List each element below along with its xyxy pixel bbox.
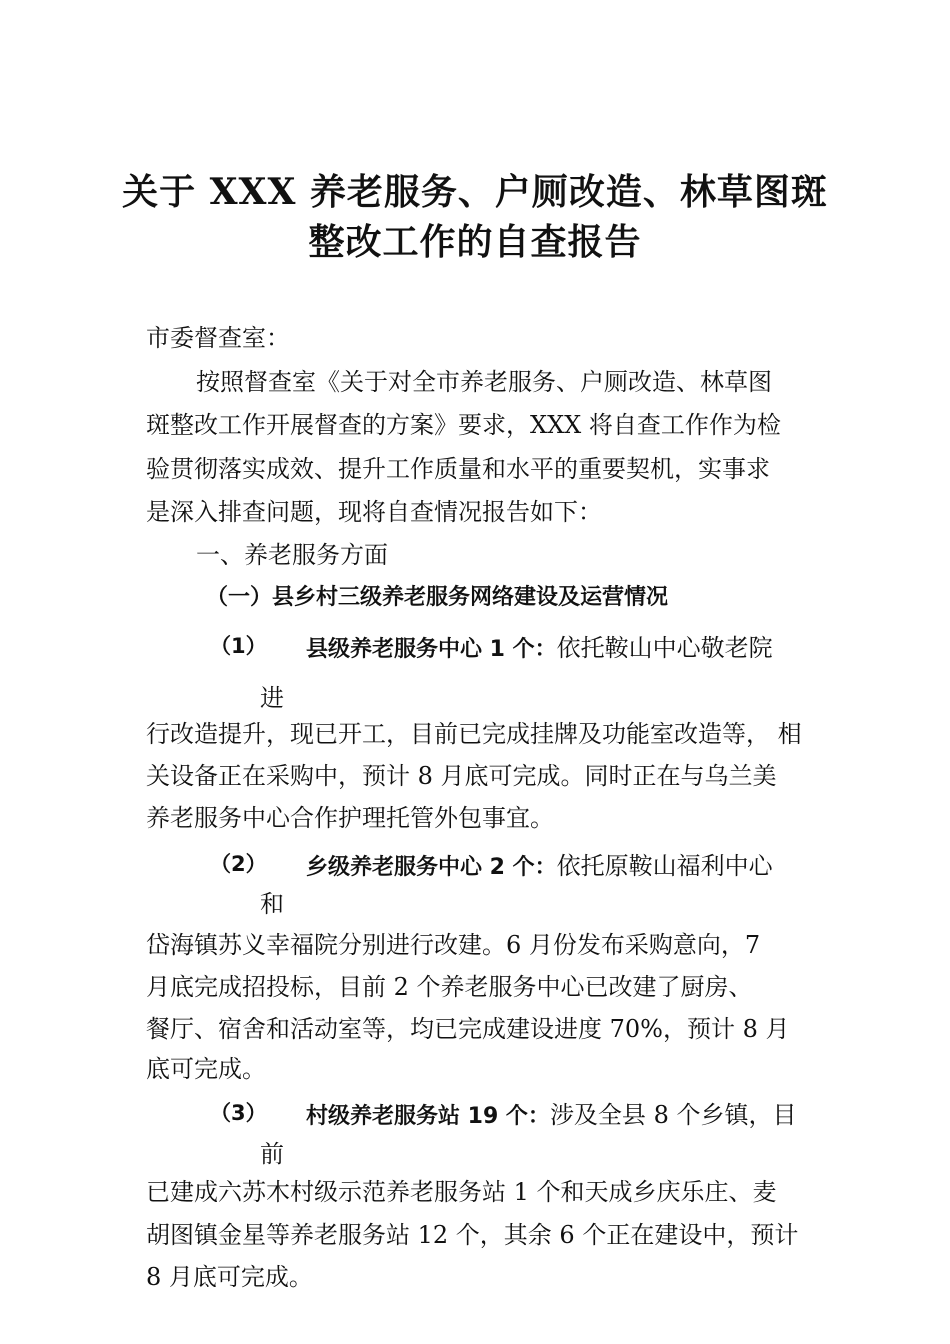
item-body-line: 岱海镇苏义幸福院分别进行改建。6 月份发布采购意向，7	[146, 931, 761, 959]
item-body-line: 行改造提升，现已开工，目前已完成挂牌及功能室改造等， 相	[146, 720, 802, 748]
item-heading: 县级养老服务中心 1 个：	[306, 637, 557, 662]
report-title-line-2: 整改工作的自查报告	[308, 221, 642, 263]
item-first-text: 依托鞍山中心敬老院	[556, 634, 773, 662]
subsection-heading: （一）县乡村三级养老服务网络建设及运营情况	[206, 585, 669, 610]
intro-line: 验贯彻落实成效、提升工作质量和水平的重要契机，实事求	[146, 455, 770, 483]
section-heading: 一、养老服务方面	[196, 541, 388, 569]
item-number: （1）	[210, 634, 267, 658]
item-heading: 村级养老服务站 19 个：	[306, 1104, 550, 1129]
item-wrap-char: 和	[260, 890, 284, 918]
item-first-text: 依托原鞍山福利中心	[556, 852, 773, 880]
item-wrap-char: 进	[260, 684, 284, 712]
item-number: （2）	[210, 852, 267, 876]
intro-line: 按照督查室《关于对全市养老服务、户厕改造、林草图	[196, 368, 772, 396]
item-body-line: 关设备正在采购中，预计 8 月底可完成。同时正在与乌兰美	[146, 762, 777, 790]
item-body-line: 8 月底可完成。	[146, 1263, 313, 1291]
item-body-line: 胡图镇金星等养老服务站 12 个，其余 6 个正在建设中，预计	[146, 1221, 799, 1249]
item-wrap-char: 前	[260, 1140, 284, 1168]
item-first-text: 涉及全县 8 个乡镇，目	[549, 1101, 797, 1129]
item-body-line: 底可完成。	[146, 1055, 266, 1083]
item-body-line: 养老服务中心合作护理托管外包事宜。	[146, 804, 554, 832]
item-body-line: 已建成六苏木村级示范养老服务站 1 个和天成乡庆乐庄、麦	[146, 1178, 777, 1206]
item-body-line: 月底完成招投标，目前 2 个养老服务中心已改建了厨房、	[146, 973, 753, 1001]
intro-line: 是深入排查问题，现将自查情况报告如下：	[146, 498, 602, 526]
report-title-line-1: 关于 XXX 养老服务、户厕改造、林草图斑	[122, 171, 828, 213]
intro-line: 斑整改工作开展督查的方案》要求，XXX 将自查工作作为检	[146, 411, 781, 439]
item-heading: 乡级养老服务中心 2 个：	[306, 855, 557, 880]
item-first-line	[306, 1095, 796, 1130]
item-number: （3）	[210, 1101, 267, 1125]
item-first-line	[306, 846, 773, 881]
item-body-line: 餐厅、宿舍和活动室等，均已完成建设进度 70%，预计 8 月	[146, 1015, 790, 1043]
item-first-line	[306, 628, 773, 663]
salutation: 市委督查室：	[146, 324, 290, 352]
